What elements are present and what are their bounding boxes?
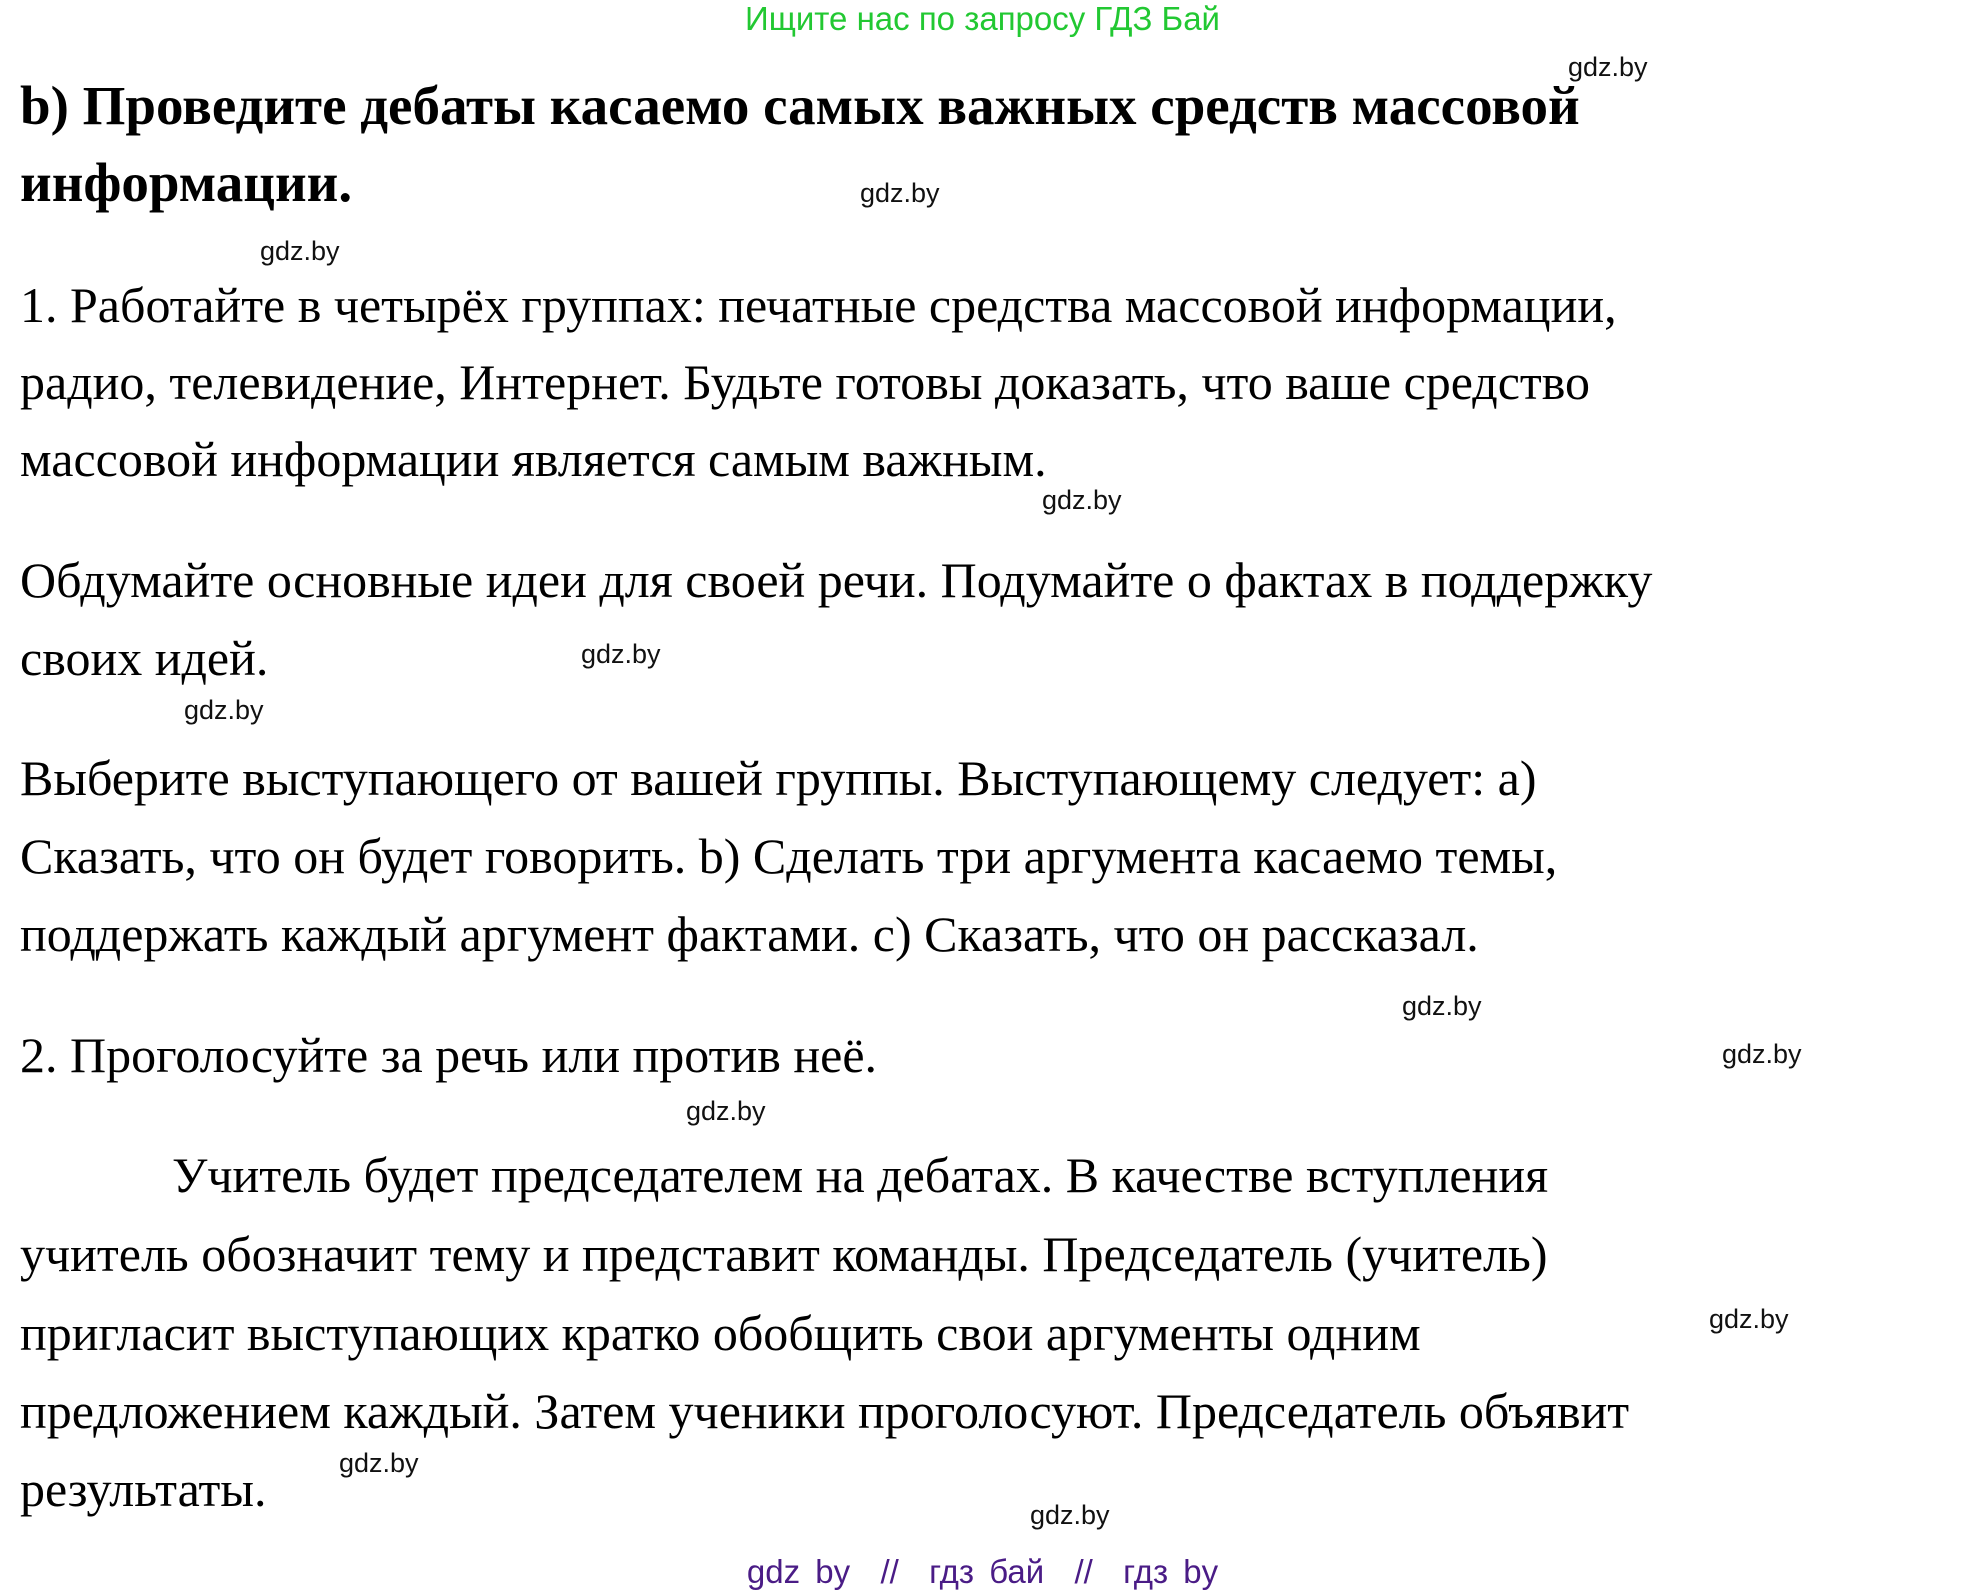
watermark: gdz.by <box>1402 991 1482 1021</box>
teacher-line-1: Учитель будет председателем на дебатах. В качестве вступления <box>172 1147 1549 1203</box>
ideas-line-1: Обдумайте основные идеи для своей речи. Подумайте о фактах в поддержку <box>20 552 1653 608</box>
watermark: gdz.by <box>581 639 661 669</box>
task1-line-1: 1. Работайте в четырёх группах: печатные средства массовой информации, <box>20 277 1617 333</box>
watermark: gdz.by <box>686 1096 766 1126</box>
task1-line-3: массовой информации является самым важным. <box>20 431 1047 487</box>
watermark: gdz.by <box>1709 1304 1789 1334</box>
watermark: gdz.by <box>1722 1039 1802 1069</box>
speaker-line-3: поддержать каждый аргумент фактами. c) Сказать, что он рассказал. <box>20 906 1479 962</box>
exercise-heading-line-1: b) Проведите дебаты касаемо самых важных средств массовой <box>20 75 1580 136</box>
teacher-line-2: учитель обозначит тему и представит команды. Председатель (учитель) <box>20 1226 1548 1282</box>
exercise-heading-line-2: информации. <box>20 152 353 213</box>
teacher-line-4: предложением каждый. Затем ученики проголосуют. Председатель объявит <box>20 1383 1630 1439</box>
watermark: gdz.by <box>339 1448 419 1478</box>
task2-line-1: 2. Проголосуйте за речь или против неё. <box>20 1027 878 1083</box>
teacher-line-3: пригласит выступающих кратко обобщить свои аргументы одним <box>20 1305 1421 1361</box>
watermark: gdz.by <box>1030 1500 1110 1530</box>
watermark: gdz.by <box>1568 52 1648 82</box>
ideas-line-2: своих идей. <box>20 630 269 686</box>
task1-line-2: радио, телевидение, Интернет. Будьте готовы доказать, что ваше средство <box>20 354 1591 410</box>
speaker-line-1: Выберите выступающего от вашей группы. Выступающему следует: a) <box>20 750 1537 806</box>
teacher-line-5: результаты. <box>20 1461 267 1517</box>
watermark: gdz.by <box>184 695 264 725</box>
search-banner: Ищите нас по запросу ГДЗ Бай <box>745 0 1220 37</box>
speaker-line-2: Сказать, что он будет говорить. b) Сделать три аргумента касаемо темы, <box>20 828 1558 884</box>
watermark: gdz.by <box>1042 485 1122 515</box>
watermark: gdz.by <box>260 236 340 266</box>
watermark: gdz.by <box>860 178 940 208</box>
footer-links[interactable]: gdz by // гдз бай // гдз by <box>746 1553 1219 1590</box>
